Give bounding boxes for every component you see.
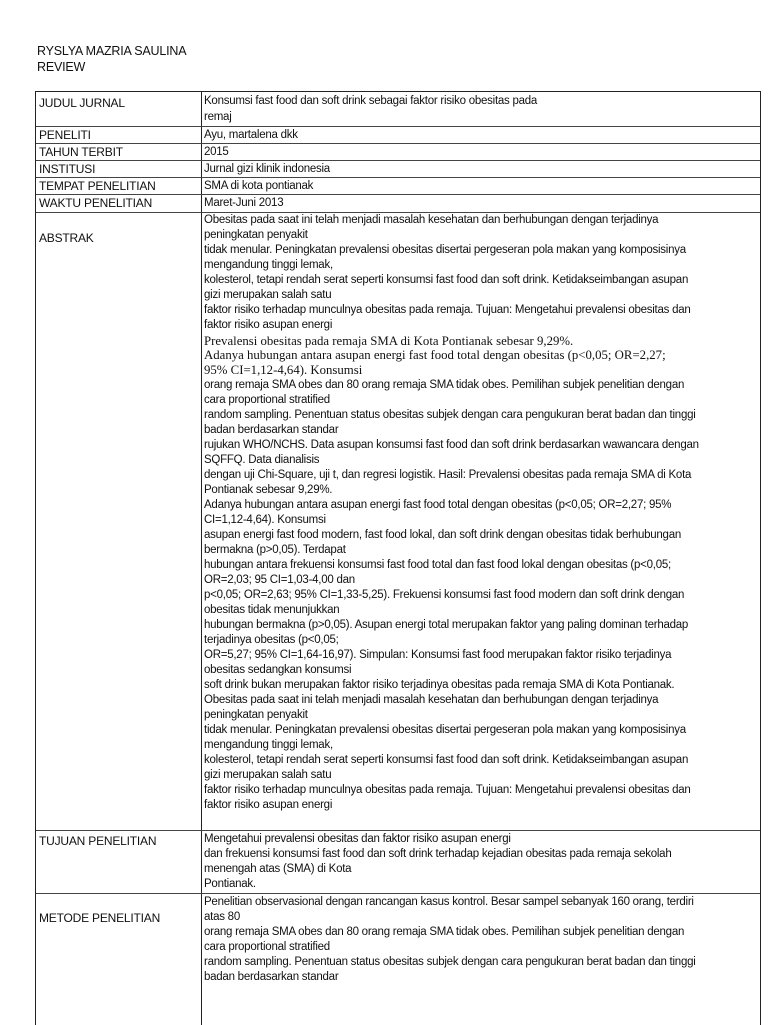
text-line: faktor risiko terhadap munculnya obesitas pada remaja. Tujuan: Mengetahui prevalensi obesitas dan (204, 304, 691, 316)
value-judul-jurnal (204, 93, 756, 125)
text-line: mengandung tinggi lemak, (204, 259, 333, 271)
text-line: mengandung tinggi lemak, (204, 738, 333, 751)
row-waktu-penelitian (36, 195, 760, 213)
text-line: Prevalensi obesitas pada remaja SMA di Kota Pontianak sebesar 9,29%. (204, 334, 574, 348)
row-tempat-penelitian (36, 178, 760, 195)
text-line: Penelitian observasional dengan rancangan kasus kontrol. Besar sampel sebanyak 160 orang, terdiri (204, 896, 694, 908)
text-line: terjadinya obesitas (p<0,05; (204, 633, 339, 646)
abstrak-results-serif (204, 334, 756, 377)
text-line: 95% CI=1,12-4,64). Konsumsi (204, 362, 363, 377)
author-name: RYSLYA MAZRIA SAULINA (37, 44, 187, 58)
label-tujuan-penelitian: TUJUAN PENELITIAN (39, 834, 157, 848)
row-tahun-terbit (36, 144, 760, 161)
text-line: atas 80 (204, 911, 240, 923)
text-line: badan berdasarkan standar (204, 971, 339, 983)
label-waktu-penelitian: WAKTU PENELITIAN (39, 196, 153, 210)
value-waktu-penelitian: Maret-Juni 2013 (204, 197, 284, 209)
row-tujuan-penelitian (36, 831, 760, 894)
value-peneliti: Ayu, martalena dkk (204, 129, 298, 141)
text-line: kolesterol, tetapi rendah serat seperti konsumsi fast food dan soft drink. Ketidakseimbangan asupan (204, 753, 689, 766)
label-metode-penelitian: METODE PENELITIAN (39, 911, 161, 925)
abstrak-part-a (204, 213, 756, 333)
text-line: gizi merupakan salah satu (204, 768, 332, 781)
text-line: soft drink bukan merupakan faktor risiko terjadinya obesitas pada remaja SMA di Kota Pontianak. (204, 678, 675, 691)
text-line: OR=5,27; 95% CI=1,64-16,97). Simpulan: Konsumsi fast food merupakan faktor risiko terjadinya (204, 648, 672, 661)
value-abstrak (204, 213, 756, 813)
row-abstrak (36, 213, 760, 831)
value-metode-penelitian (204, 895, 756, 985)
text-line: gizi merupakan salah satu (204, 289, 332, 301)
text-line: badan berdasarkan standar (204, 423, 339, 436)
document-header (37, 43, 186, 75)
row-peneliti (36, 127, 760, 144)
text-line: peningkatan penyakit (204, 708, 308, 721)
text-line: Adanya hubungan antara asupan energi fast food total dengan obesitas (p<0,05; OR=2,27; (204, 348, 666, 363)
text-line: dan frekuensi konsumsi fast food dan soft drink terhadap kejadian obesitas pada remaja sekolah (204, 848, 672, 860)
text-line: Pontianak sebesar 9,29%. (204, 483, 333, 496)
text-line: p<0,05; OR=2,63; 95% CI=1,33-5,25). Frekuensi konsumsi fast food modern dan soft drink dengan (204, 588, 685, 601)
label-tempat-penelitian: TEMPAT PENELITIAN (39, 179, 156, 193)
text-line: Mengetahui prevalensi obesitas dan faktor risiko asupan energi (204, 833, 511, 845)
text-line: faktor risiko asupan energi (204, 319, 333, 331)
text-line: faktor risiko terhadap munculnya obesitas pada remaja. Tujuan: Mengetahui prevalensi obesitas dan (204, 783, 691, 796)
text-line: tidak menular. Peningkatan prevalensi obesitas disertai pergeseran pola makan yang komposisinya (204, 244, 686, 256)
text-line: Obesitas pada saat ini telah menjadi masalah kesehatan dan berhubungan dengan terjadinya (204, 693, 659, 706)
text-line: peningkatan penyakit (204, 229, 308, 241)
label-judul-jurnal: JUDUL JURNAL (39, 96, 125, 110)
text-line: asupan energi fast food modern, fast food lokal, dan soft drink dengan obesitas tidak berhubungan (204, 528, 681, 541)
value-institusi: Jurnal gizi klinik indonesia (204, 163, 330, 175)
label-abstrak: ABSTRAK (39, 231, 94, 245)
text-line: hubungan antara frekuensi konsumsi fast food total dan fast food lokal dengan obesitas (p<0,05; (204, 558, 671, 571)
document-subtitle: REVIEW (37, 60, 86, 74)
text-line: Konsumsi fast food dan soft drink sebagai faktor risiko obesitas pada (204, 95, 538, 107)
row-judul-jurnal (36, 92, 760, 127)
row-metode-penelitian (36, 894, 760, 1025)
text-line: obesitas tidak menunjukkan (204, 603, 340, 616)
value-tujuan-penelitian (204, 832, 756, 892)
text-line: random sampling. Penentuan status obesitas subjek dengan cara pengukuran berat badan dan tinggi (204, 408, 696, 421)
text-line: menengah atas (SMA) di Kota (204, 863, 352, 875)
text-line: tidak menular. Peningkatan prevalensi obesitas disertai pergeseran pola makan yang komposisinya (204, 723, 686, 736)
label-peneliti: PENELITI (39, 128, 91, 142)
text-line: kolesterol, tetapi rendah serat seperti konsumsi fast food dan soft drink. Ketidakseimbangan asupan (204, 274, 689, 286)
text-line: cara proportional stratified (204, 941, 330, 953)
text-line: obesitas sedangkan konsumsi (204, 663, 352, 676)
text-line: Pontianak. (204, 878, 256, 890)
text-line: orang remaja SMA obes dan 80 orang remaja SMA tidak obes. Pemilihan subjek penelitian dengan (204, 378, 685, 391)
review-table (35, 91, 761, 1025)
text-line: orang remaja SMA obes dan 80 orang remaja SMA tidak obes. Pemilihan subjek penelitian dengan (204, 926, 685, 938)
text-line: rujukan WHO/NCHS. Data asupan konsumsi fast food dan soft drink berdasarkan wawancara dengan (204, 438, 699, 451)
text-line: hubungan bermakna (p>0,05). Asupan energi total merupakan faktor yang paling dominan terhadap (204, 618, 689, 631)
text-line: SQFFQ. Data dianalisis (204, 453, 320, 466)
text-line: cara proportional stratified (204, 393, 330, 406)
abstrak-part-b (204, 378, 756, 813)
label-institusi: INSTITUSI (39, 162, 96, 176)
row-institusi (36, 161, 760, 178)
text-line: Obesitas pada saat ini telah menjadi masalah kesehatan dan berhubungan dengan terjadinya (204, 214, 659, 226)
text-line: bermakna (p>0,05). Terdapat (204, 543, 346, 556)
text-line: remaj (204, 111, 232, 123)
value-tempat-penelitian: SMA di kota pontianak (204, 180, 314, 192)
label-tahun-terbit: TAHUN TERBIT (39, 145, 123, 159)
value-tahun-terbit: 2015 (204, 146, 229, 158)
text-line: faktor risiko asupan energi (204, 798, 333, 811)
text-line: OR=2,03; 95 CI=1,03-4,00 dan (204, 573, 355, 586)
text-line: Adanya hubungan antara asupan energi fast food total dengan obesitas (p<0,05; OR=2,27; 95% (204, 498, 672, 511)
text-line: random sampling. Penentuan status obesitas subjek dengan cara pengukuran berat badan dan tinggi (204, 956, 696, 968)
text-line: dengan uji Chi-Square, uji t, dan regresi logistik. Hasil: Prevalensi obesitas pada remaja SMA di Kota (204, 468, 692, 481)
text-line: CI=1,12-4,64). Konsumsi (204, 513, 326, 526)
